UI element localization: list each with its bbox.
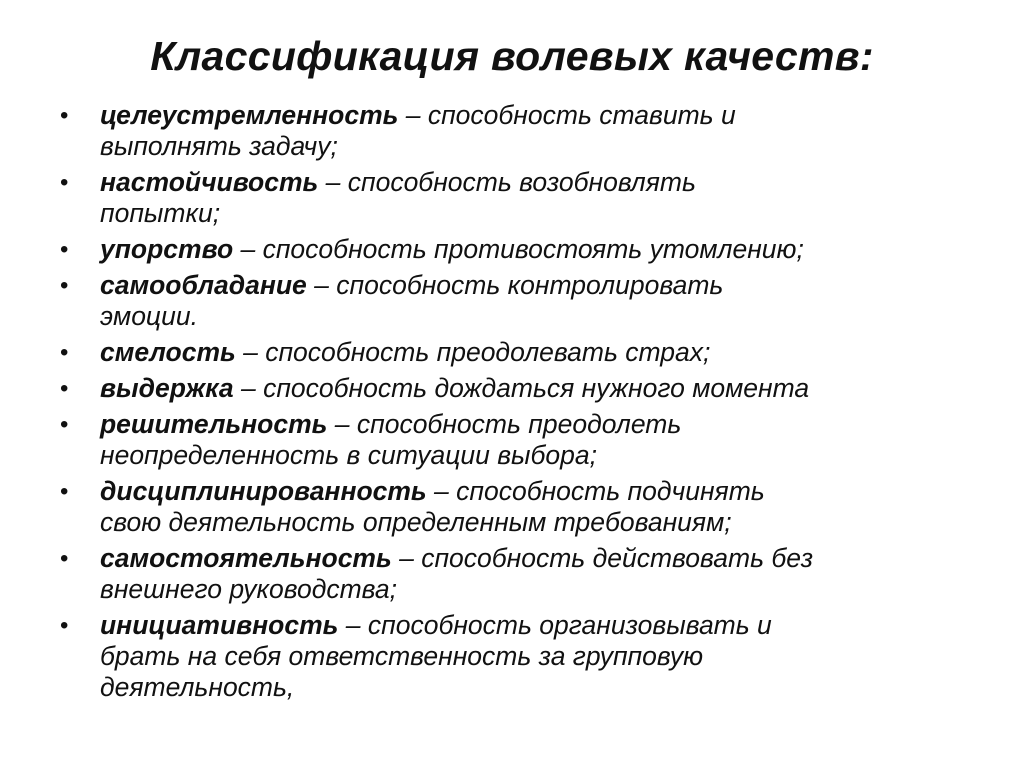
quality-description: – способность ставить и <box>398 100 736 130</box>
list-item <box>60 167 960 229</box>
bullet-icon: • <box>60 169 69 196</box>
slide-title: Классификация волевых качеств: <box>150 33 874 79</box>
list-item <box>60 100 960 162</box>
quality-description: – способность возобновлять <box>318 167 696 197</box>
list-item <box>60 409 960 471</box>
bullet-icon: • <box>60 411 69 438</box>
list-item <box>60 610 960 703</box>
quality-description: – способность организовывать и <box>338 610 772 640</box>
list-item <box>60 476 960 538</box>
quality-description: – способность преодолевать страх; <box>235 337 711 367</box>
quality-term: настойчивость <box>100 167 319 197</box>
list-item <box>60 337 960 368</box>
quality-description: – способность преодолеть <box>327 409 682 439</box>
quality-description: внешнего руководства; <box>100 574 398 604</box>
list-item <box>60 543 960 605</box>
quality-term: выдержка <box>100 373 234 403</box>
list-item <box>60 270 960 332</box>
quality-description: брать на себя ответственность за групповую <box>100 641 704 671</box>
quality-term: решительность <box>100 409 328 439</box>
bullet-icon: • <box>60 236 69 263</box>
quality-description: – способность подчинять <box>426 476 765 506</box>
quality-description: эмоции. <box>100 301 198 331</box>
quality-term: дисциплинированность <box>100 476 427 506</box>
quality-description: – способность противостоять утомлению; <box>233 234 804 264</box>
quality-description: неопределенность в ситуации выбора; <box>100 440 598 470</box>
bullet-icon: • <box>60 102 69 129</box>
quality-term: самостоятельность <box>100 543 392 573</box>
quality-description: деятельность, <box>100 672 295 702</box>
quality-term: смелость <box>100 337 236 367</box>
bullet-icon: • <box>60 375 69 402</box>
quality-term: самообладание <box>100 270 307 300</box>
bullet-icon: • <box>60 272 69 299</box>
quality-description: – способность действовать без <box>391 543 814 573</box>
quality-term: целеустремленность <box>100 100 399 130</box>
bullet-icon: • <box>60 612 69 639</box>
quality-description: – способность дождаться нужного момента <box>233 373 810 403</box>
qualities-list <box>60 100 960 708</box>
quality-description: выполнять задачу; <box>100 131 338 161</box>
quality-description: попытки; <box>100 198 221 228</box>
bullet-icon: • <box>60 339 69 366</box>
list-item <box>60 234 960 265</box>
quality-description: – способность контролировать <box>306 270 724 300</box>
bullet-icon: • <box>60 545 69 572</box>
quality-term: инициативность <box>100 610 339 640</box>
quality-term: упорство <box>100 234 234 264</box>
list-item <box>60 373 960 404</box>
quality-description: свою деятельность определенным требованиям; <box>100 507 732 537</box>
bullet-icon: • <box>60 478 69 505</box>
